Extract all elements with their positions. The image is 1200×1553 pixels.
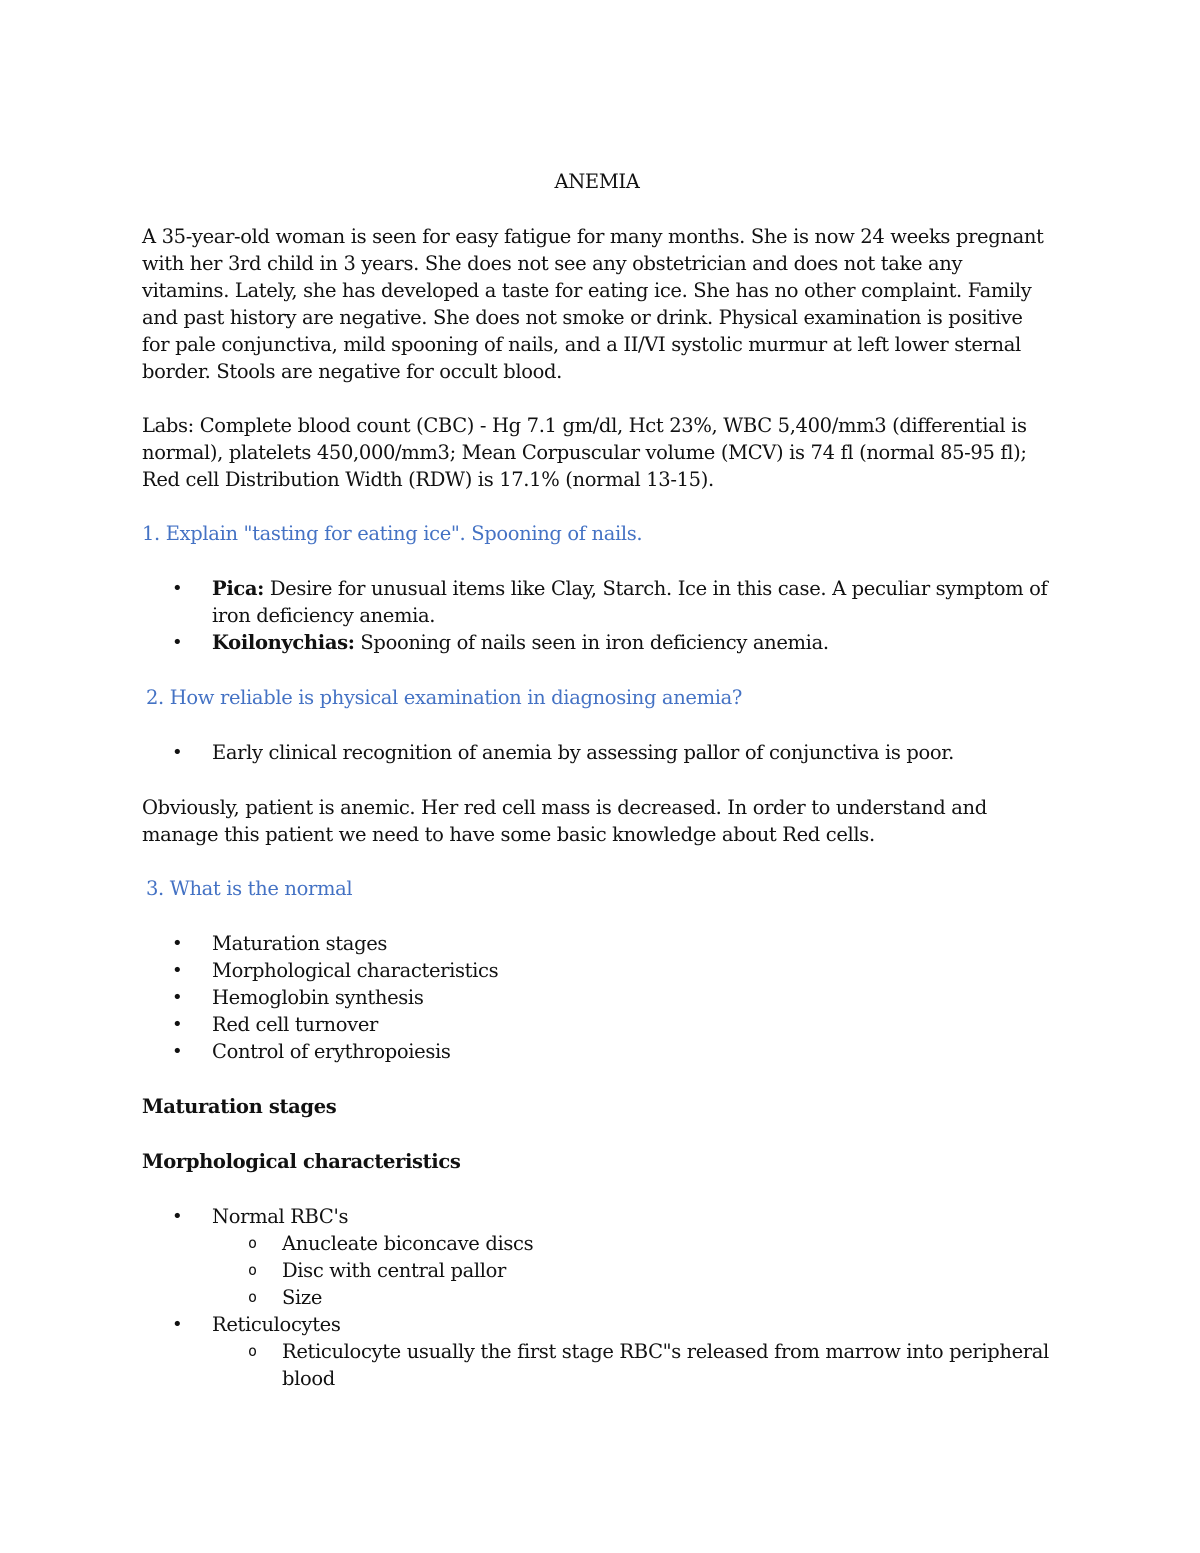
list-item: • Morphological characteristics — [142, 957, 1052, 984]
question-3-topics — [142, 930, 1052, 1065]
sub-list-item: o Disc with central pallor — [212, 1257, 1052, 1284]
heading-morphological-characteristics: Morphological characteristics — [142, 1150, 461, 1173]
question-2-answers — [142, 739, 1052, 766]
document-title: ANEMIA — [554, 170, 640, 193]
list-item — [142, 1203, 1052, 1311]
obvious-paragraph: Obviously, patient is anemic. Her red cell mass is decreased. In order to understand and manage this patient we need to have some basic knowledge about Red cells. — [142, 796, 987, 846]
reticulocytes-sublist — [212, 1338, 1052, 1392]
list-item: • Hemoglobin synthesis — [142, 984, 1052, 1011]
morphology-list — [142, 1203, 1052, 1392]
question-3: 3. What is the normal — [146, 877, 353, 900]
sub-list-item: o Reticulocyte usually the first stage RBC"s released from marrow into peripheral blood — [212, 1338, 1052, 1392]
term-koilonychias: Koilonychias: — [212, 631, 355, 654]
reticulocytes-label: Reticulocytes — [212, 1313, 341, 1336]
term-pica: Pica: — [212, 577, 265, 600]
normal-rbc-label: Normal RBC's — [212, 1205, 349, 1228]
heading-maturation-stages: Maturation stages — [142, 1095, 337, 1118]
list-item: • Early clinical recognition of anemia by assessing pallor of conjunctiva is poor. — [142, 739, 1052, 766]
definition-koilonychias: Spooning of nails seen in iron deficiency anemia. — [354, 631, 829, 654]
normal-rbc-sublist — [212, 1230, 1052, 1311]
list-item — [142, 629, 1052, 656]
list-item — [142, 575, 1052, 629]
list-item: • Control of erythropoiesis — [142, 1038, 1052, 1065]
sub-list-item: o Anucleate biconcave discs — [212, 1230, 1052, 1257]
list-item — [142, 1311, 1052, 1392]
definition-pica: Desire for unusual items like Clay, Starch. Ice in this case. A peculiar symptom of iron deficiency anemia. — [212, 577, 1048, 627]
labs-paragraph: Labs: Complete blood count (CBC) - Hg 7.1 gm/dl, Hct 23%, WBC 5,400/mm3 (differential is normal), platelets 450,000/mm3; Mean Corpuscular volume (MCV) is 74 fl (normal 85-95 fl); Red cell Distribution Width (RDW) is 17.1% (normal 13-15). — [142, 414, 1027, 491]
case-paragraph: A 35-year-old woman is seen for easy fatigue for many months. She is now 24 weeks pregnant with her 3rd child in 3 years. She does not see any obstetrician and does not take any vitamins. Lately, she has developed a taste for eating ice. She has no other complaint. Family and past history are negative. She does not smoke or drink. Physical examination is positive for pale conjunctiva, mild spooning of nails, and a II/VI systolic murmur at left lower sternal border. Stools are negative for occult blood. — [142, 225, 1044, 383]
question-1-answers — [142, 575, 1052, 656]
question-2: 2. How reliable is physical examination in diagnosing anemia? — [146, 686, 743, 709]
list-item: • Red cell turnover — [142, 1011, 1052, 1038]
document-page — [142, 168, 1052, 1420]
sub-list-item: o Size — [212, 1284, 1052, 1311]
list-item: • Maturation stages — [142, 930, 1052, 957]
question-1: 1. Explain "tasting for eating ice". Spooning of nails. — [142, 522, 643, 545]
